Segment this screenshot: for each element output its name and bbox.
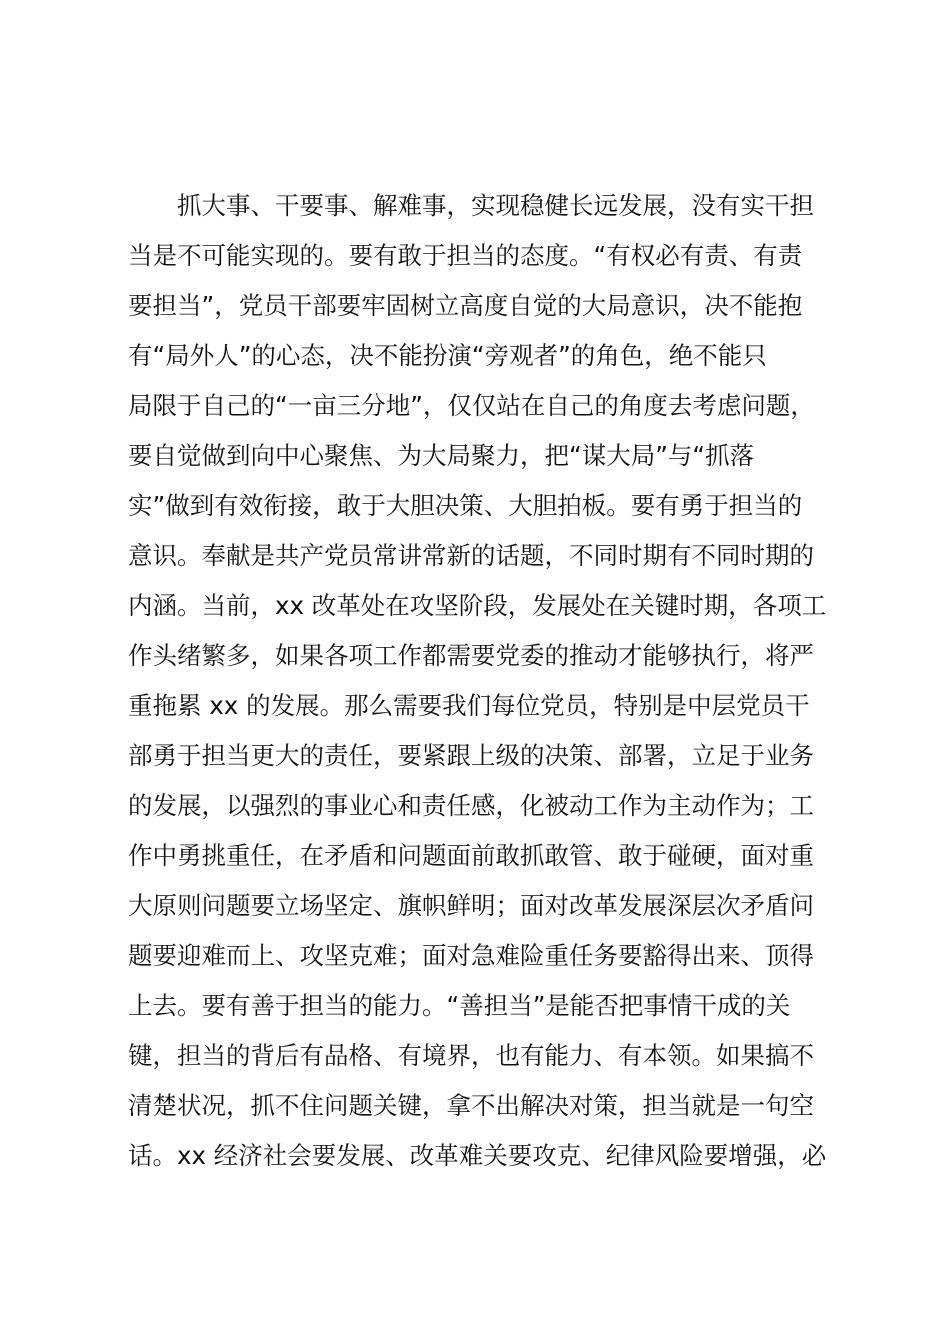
- text-line: 实”做到有效衔接，敢于大胆决策、大胆拍板。要有勇于担当的: [128, 491, 803, 520]
- text-line: 大原则问题要立场坚定、旗帜鲜明；面对改革发展深层次矛盾问: [128, 891, 814, 920]
- text-line: 有“局外人”的心态，决不能扮演“旁观者”的角色，绝不能只: [128, 341, 767, 370]
- text-line: 的发展，以强烈的事业心和责任感，化被动工作为主动作为；工: [128, 791, 814, 820]
- text-line: 内涵。当前，xx 改革处在攻坚阶段，发展处在关键时期，各项工: [128, 591, 827, 620]
- text-line: 抓大事、干要事、解难事，实现稳健长远发展，没有实干担: [128, 191, 814, 220]
- text-line: 要自觉做到向中心聚焦、为大局聚力，把“谋大局”与“抓落: [128, 441, 755, 470]
- text-line: 要担当”，党员干部要牢固树立高度自觉的大局意识，决不能抱: [128, 291, 803, 320]
- body-paragraph: [128, 181, 868, 1181]
- text-line: 作头绪繁多，如果各项工作都需要党委的推动才能够执行，将严: [128, 641, 814, 670]
- text-line: 清楚状况，抓不住问题关键，拿不出解决对策，担当就是一句空: [128, 1091, 814, 1120]
- text-line: 意识。奉献是共产党员常讲常新的话题，不同时期有不同时期的: [128, 541, 814, 570]
- text-line: 重拖累 xx 的发展。那么需要我们每位党员，特别是中层党员干: [128, 691, 810, 720]
- text-line: 作中勇挑重任，在矛盾和问题面前敢抓敢管、敢于碰硬，面对重: [128, 841, 814, 870]
- text-line: 局限于自己的“一亩三分地”，仅仅站在自己的角度去考虑问题，: [128, 391, 815, 420]
- text-line: 上去。要有善于担当的能力。“善担当”是能否把事情干成的关: [128, 991, 791, 1020]
- text-line: 题要迎难而上、攻坚克难；面对急难险重任务要豁得出来、顶得: [128, 941, 814, 970]
- text-line: 话。xx 经济社会要发展、改革难关要攻克、纪律风险要增强，必: [128, 1141, 827, 1170]
- text-line: 当是不可能实现的。要有敢于担当的态度。“有权必有责、有责: [128, 241, 803, 270]
- text-line: 键，担当的背后有品格、有境界，也有能力、有本领。如果搞不: [128, 1041, 814, 1070]
- text-line: 部勇于担当更大的责任，要紧跟上级的决策、部署，立足于业务: [128, 741, 814, 770]
